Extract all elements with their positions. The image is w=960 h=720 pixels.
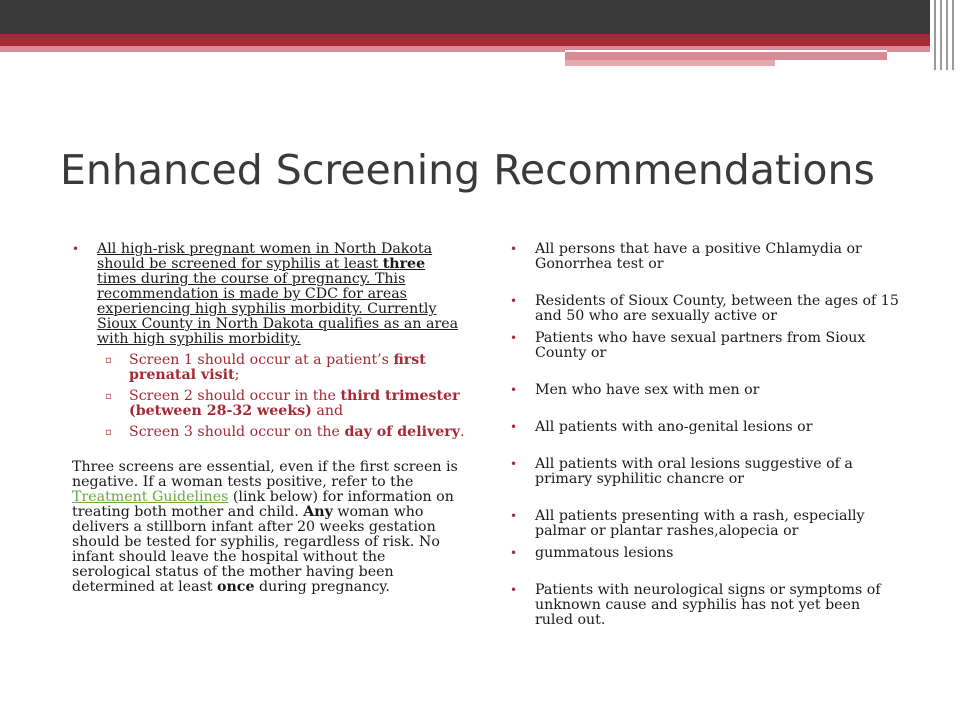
screen-item [72, 425, 467, 440]
paragraph-text: woman who delivers a stillborn infant after 20 weeks gestation should be tested for syphilis, regardless of risk. No infant should leave the hospital without the serological status of the mother having been determined at least [72, 504, 440, 595]
treatment-guidelines-link[interactable]: Treatment Guidelines [72, 489, 229, 505]
header-red-bar [0, 34, 960, 46]
slide-title: Enhanced Screening Recommendations [60, 146, 875, 194]
paragraph-bold-any: Any [303, 504, 333, 520]
paragraph-text: (link below) for information on treating both mother and child. [72, 489, 454, 520]
header-right-ornament [930, 0, 960, 70]
screen-item-bold: third trimester (between 28-32 weeks) [129, 388, 460, 419]
criteria-item: • All patients with ano-genital lesions or [510, 420, 900, 435]
right-column [510, 242, 900, 628]
screen-item-suffix: ; [234, 367, 240, 383]
criteria-item: • Patients with neurological signs or symptoms of unknown cause and syphilis has not yet been ruled out. [510, 583, 900, 628]
criteria-item: • All patients presenting with a rash, especially palmar or plantar rashes,alopecia or [510, 509, 900, 539]
criteria-item: • Patients who have sexual partners from Sioux County or [510, 331, 900, 361]
criteria-item: • Residents of Sioux County, between the ages of 15 and 50 who are sexually active or [510, 294, 900, 324]
main-bullet-text: All high-risk pregnant women in North Dakota should be screened for syphilis at least [97, 241, 433, 272]
main-recommendation-bullet [72, 242, 467, 347]
ornament-stripe [946, 0, 948, 70]
paragraph-text: Three screens are essential, even if the first screen is negative. If a woman tests positive, refer to the [72, 459, 458, 490]
criteria-item: • Men who have sex with men or [510, 383, 900, 398]
screen-item [72, 389, 467, 419]
screen-schedule-list [72, 353, 467, 440]
screening-paragraph [72, 460, 467, 595]
screen-item-text: Screen 3 should occur on the [129, 424, 345, 440]
paragraph-text: during pregnancy. [254, 579, 390, 595]
criteria-item: • gummatous lesions [510, 546, 900, 561]
screen-item-suffix: . [459, 424, 465, 440]
left-column [72, 242, 467, 609]
ornament-stripe [952, 0, 954, 70]
header-pink-accent-short [565, 60, 775, 66]
header-pink-accent [565, 52, 887, 60]
screen-item-bold: first prenatal visit [129, 352, 426, 383]
ornament-stripe [934, 0, 936, 70]
screen-item-bold: day of delivery [344, 424, 460, 440]
criteria-item: • All patients with oral lesions suggestive of a primary syphilitic chancre or [510, 457, 900, 487]
criteria-item: • All persons that have a positive Chlamydia or Gonorrhea test or [510, 242, 900, 272]
main-bullet-rest: times during the course of pregnancy. This recommendation is made by CDC for areas experiencing high syphilis morbidity. Currently Sioux County in North Dakota qualifies as an area with high syphilis morbidity. [97, 271, 459, 347]
header-dark-bar [0, 0, 960, 34]
screen-item [72, 353, 467, 383]
screen-item-text: Screen 1 should occur at a patient’s [129, 352, 394, 368]
screen-item-suffix: and [311, 403, 344, 419]
paragraph-bold-once: once [217, 579, 255, 595]
main-bullet-bold: three [382, 256, 426, 272]
screen-item-text: Screen 2 should occur in the [129, 388, 341, 404]
ornament-stripe [940, 0, 942, 70]
